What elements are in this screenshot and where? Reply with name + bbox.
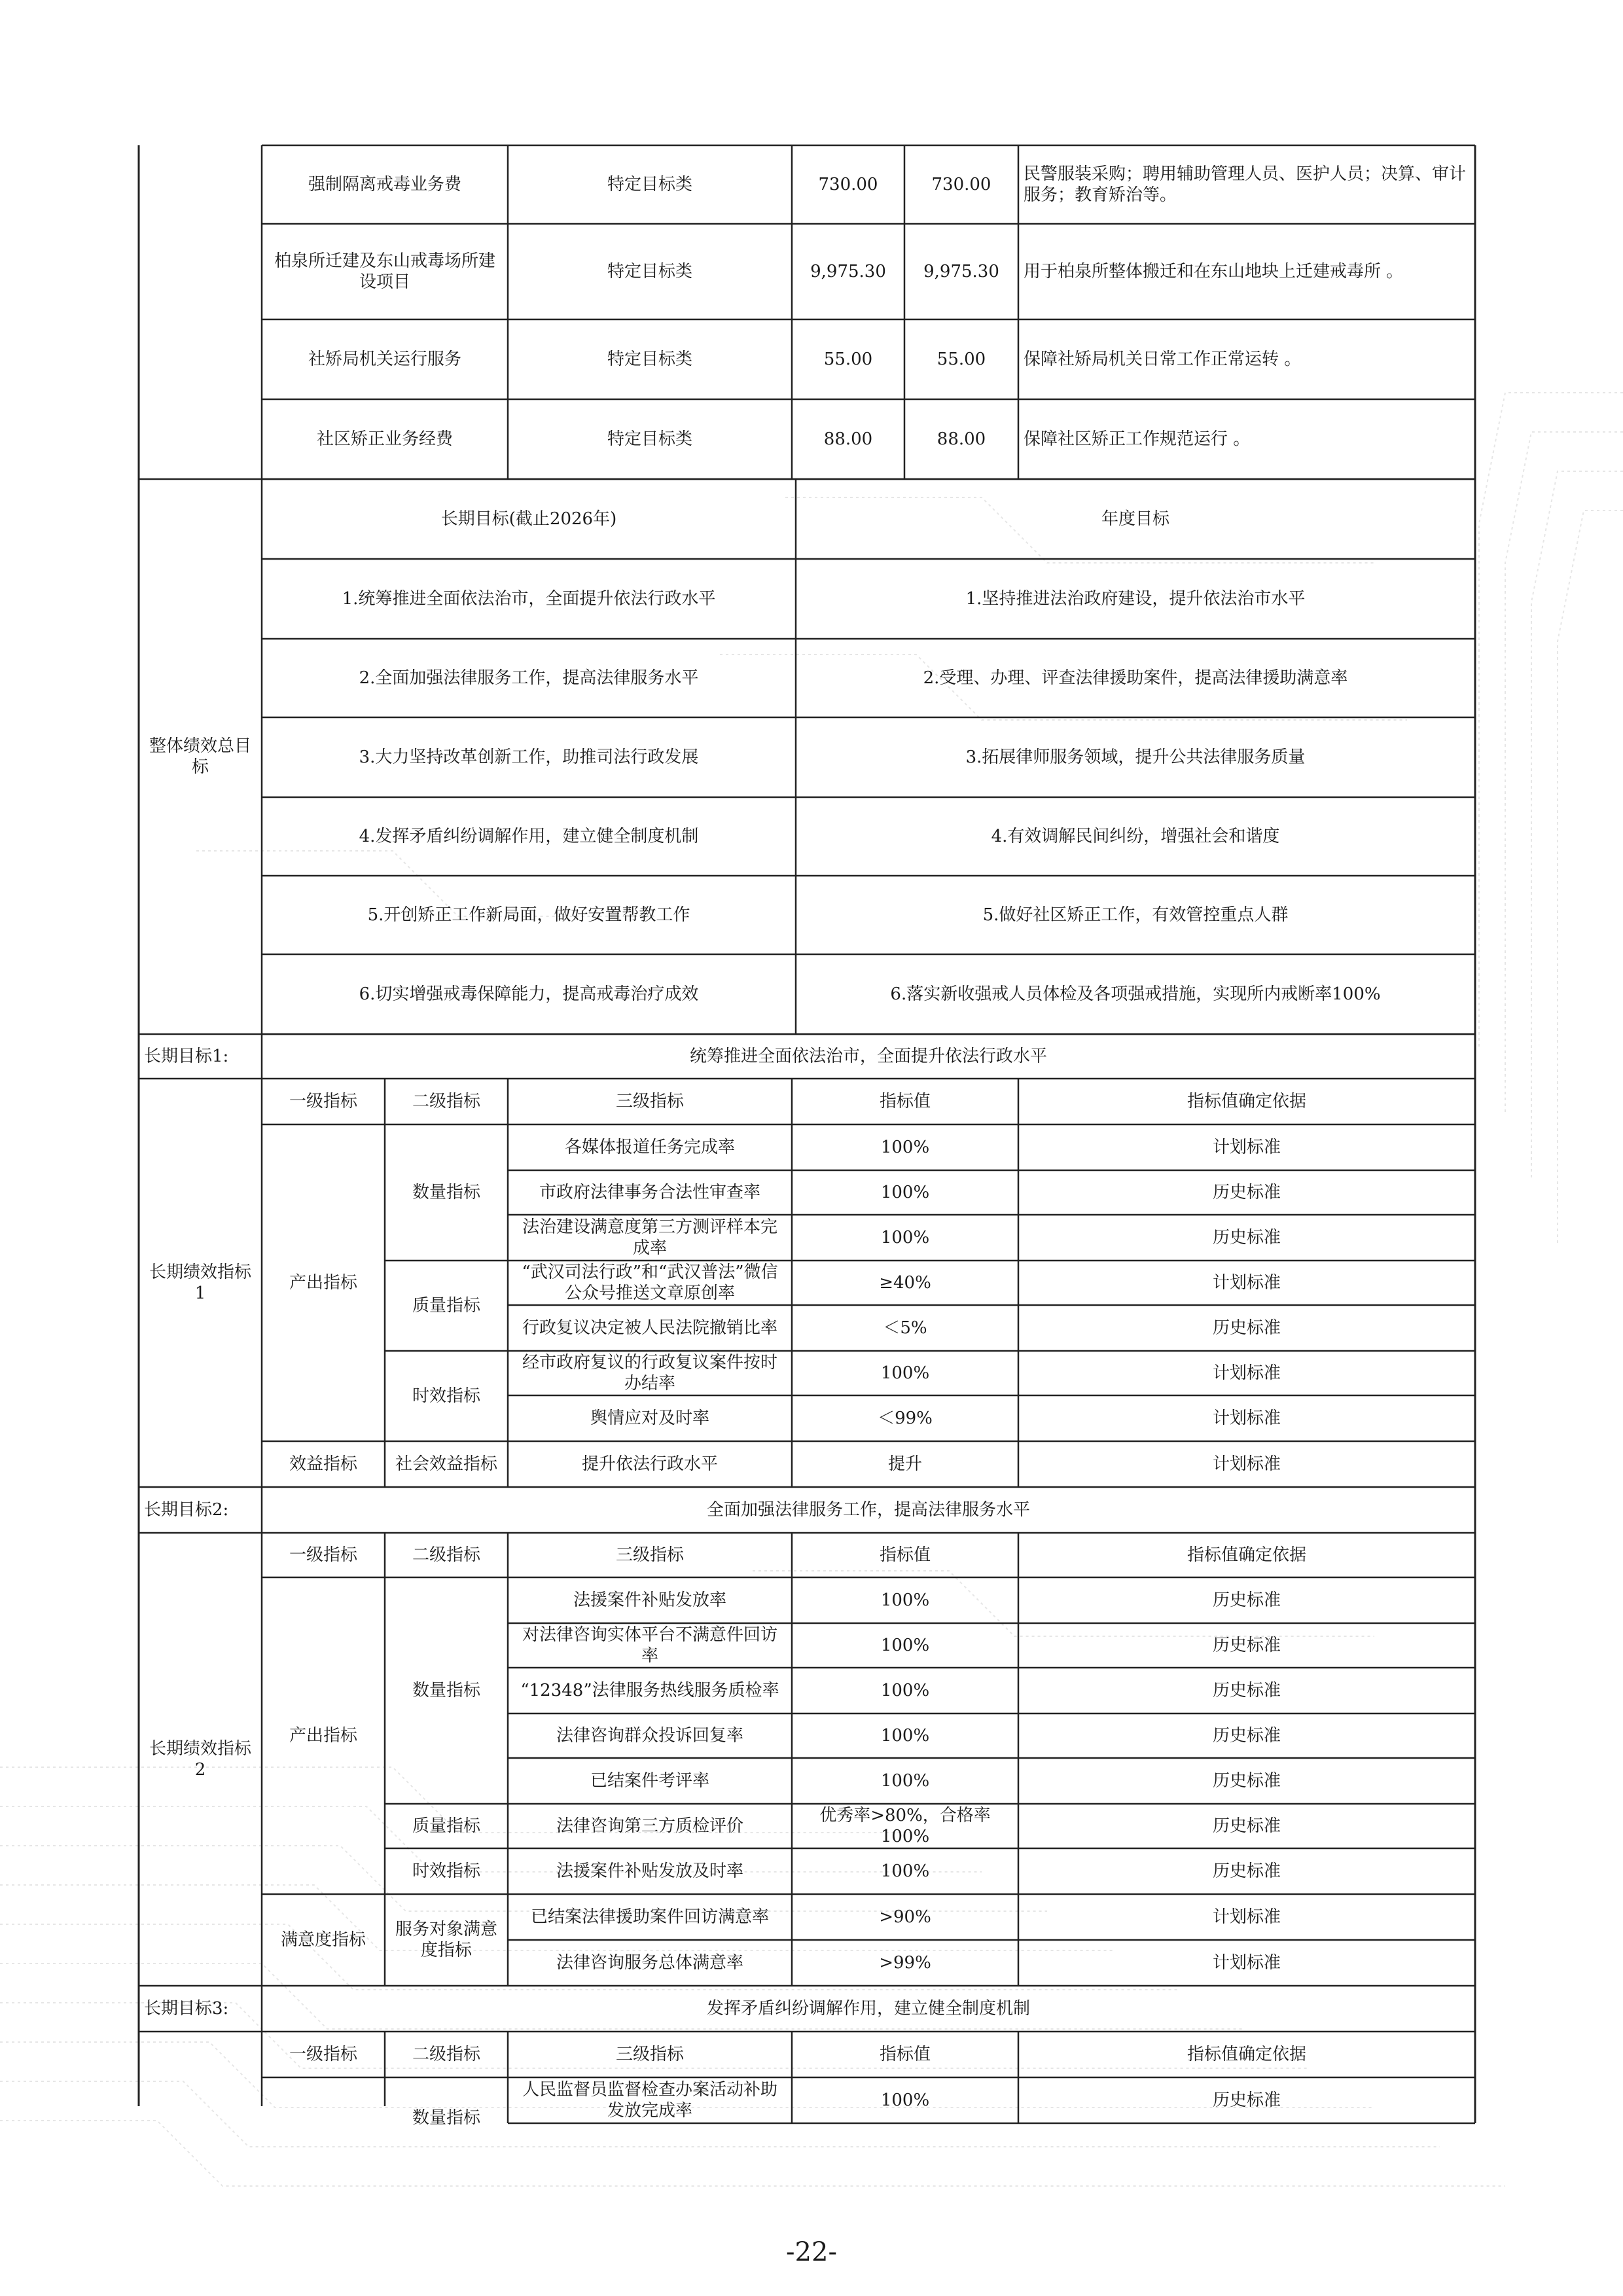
indicator-basis: 历史标准 xyxy=(1212,1636,1281,1655)
indicator-basis: 历史标准 xyxy=(1212,1183,1281,1202)
indicator-value: 100% xyxy=(880,2090,930,2110)
header-value: 指标值 xyxy=(879,2045,931,2064)
indicator-value: >90% xyxy=(879,1907,931,1927)
level3-indicator: 经市政府复议的行政复议案件按时办结率 xyxy=(522,1353,777,1393)
header-basis: 指标值确定依据 xyxy=(1186,2045,1306,2064)
indicator-value: ＜99% xyxy=(878,1408,933,1428)
goal1-label: 长期目标1: xyxy=(144,1047,229,1066)
indicator-value: 100% xyxy=(880,1363,930,1383)
indicator-value: 100% xyxy=(880,1771,930,1791)
indicator-value: 100% xyxy=(880,1183,930,1202)
indicator-basis: 历史标准 xyxy=(1212,2090,1281,2110)
header-basis: 指标值确定依据 xyxy=(1186,1545,1306,1565)
project-amount: 9,975.30 xyxy=(923,262,999,281)
indicator-value: 100% xyxy=(880,1228,930,1247)
goal2-timeliness-indicator: 时效指标 xyxy=(412,1861,480,1881)
header-level3: 三级指标 xyxy=(615,1092,684,1111)
project-description: 用于柏泉所整体搬迁和在东山地块上迁建戒毒所 。 xyxy=(1024,262,1404,281)
project-amount: 730.00 xyxy=(931,175,991,194)
level3-indicator: 法律咨询服务总体满意率 xyxy=(556,1953,743,1973)
level3-indicator: 市政府法律事务合法性审查率 xyxy=(539,1183,760,1202)
goal2-text: 全面加强法律服务工作，提高法律服务水平 xyxy=(706,1500,1030,1520)
project-name: 社区矫正业务经费 xyxy=(316,429,453,449)
project-description: 保障社区矫正工作规范运行 。 xyxy=(1024,429,1251,449)
goal1-output-indicator: 产出指标 xyxy=(289,1273,357,1293)
goal1-group-label: 长期绩效指标1 xyxy=(149,1263,251,1303)
project-type: 特定目标类 xyxy=(607,350,692,369)
header-level2: 二级指标 xyxy=(412,2045,480,2064)
indicator-value: 100% xyxy=(880,1726,930,1746)
project-budget: 88.00 xyxy=(823,429,873,449)
indicator-value: >99% xyxy=(879,1953,931,1973)
long-term-goal: 1.统筹推进全面依法治市，全面提升依法行政水平 xyxy=(342,589,716,609)
indicator-basis: 计划标准 xyxy=(1212,1363,1281,1383)
goal1-quantity-indicator: 数量指标 xyxy=(412,1183,480,1202)
level3-indicator: “武汉司法行政”和“武汉普法”微信公众号推送文章原创率 xyxy=(522,1263,778,1303)
goal1-text: 统筹推进全面依法治市，全面提升依法行政水平 xyxy=(689,1047,1047,1066)
page-number: -22- xyxy=(786,2237,837,2267)
goal2-group-label: 长期绩效指标2 xyxy=(149,1739,251,1780)
level3-indicator: 行政复议决定被人民法院撤销比率 xyxy=(522,1318,777,1338)
level3-indicator: 提升依法行政水平 xyxy=(581,1454,718,1474)
annual-goal: 2.受理、办理、评查法律援助案件，提高法律援助满意率 xyxy=(923,668,1348,688)
indicator-value: 100% xyxy=(880,1590,930,1610)
indicator-basis: 历史标准 xyxy=(1212,1681,1281,1700)
project-name: 强制隔离戒毒业务费 xyxy=(308,175,461,194)
indicator-basis: 历史标准 xyxy=(1212,1861,1281,1881)
project-amount: 55.00 xyxy=(936,350,986,369)
project-type: 特定目标类 xyxy=(607,175,692,194)
project-name: 社矫局机关运行服务 xyxy=(308,350,461,369)
indicator-basis: 计划标准 xyxy=(1212,1907,1281,1927)
header-value: 指标值 xyxy=(879,1092,931,1111)
level3-indicator: 各媒体报道任务完成率 xyxy=(564,1138,735,1157)
header-level1: 一级指标 xyxy=(289,1545,357,1565)
indicator-value: ＜5% xyxy=(883,1318,927,1338)
indicator-value: 100% xyxy=(880,1681,930,1700)
level3-indicator: 人民监督员监督检查办案活动补助发放完成率 xyxy=(522,2080,777,2121)
indicator-basis: 计划标准 xyxy=(1212,1454,1281,1474)
header-value: 指标值 xyxy=(879,1545,931,1565)
indicator-basis: 历史标准 xyxy=(1212,1318,1281,1338)
indicator-basis: 计划标准 xyxy=(1212,1953,1281,1973)
goal3-text: 发挥矛盾纠纷调解作用，建立健全制度机制 xyxy=(706,1999,1030,2018)
level3-indicator: 法援案件补贴发放率 xyxy=(573,1590,726,1610)
indicator-basis: 历史标准 xyxy=(1212,1590,1281,1610)
indicator-value: ≥40% xyxy=(879,1273,931,1293)
project-budget: 730.00 xyxy=(818,175,878,194)
long-term-goal: 4.发挥矛盾纠纷调解作用，建立健全制度机制 xyxy=(359,827,699,846)
annual-goal: 1.坚持推进法治政府建设，提升依法治市水平 xyxy=(965,589,1306,609)
annual-goal: 6.落实新收强戒人员体检及各项强戒措施，实现所内戒断率100% xyxy=(890,984,1381,1004)
goal2-quality-indicator: 质量指标 xyxy=(412,1816,480,1836)
header-basis: 指标值确定依据 xyxy=(1186,1092,1306,1111)
indicator-value: 提升 xyxy=(887,1454,922,1474)
level3-indicator: 已结案法律援助案件回访满意率 xyxy=(530,1907,769,1927)
project-budget: 55.00 xyxy=(823,350,873,369)
indicator-value: 100% xyxy=(880,1861,930,1881)
goal2-quantity-indicator: 数量指标 xyxy=(412,1681,480,1700)
goal1-benefit-indicator: 效益指标 xyxy=(289,1454,357,1474)
annual-header: 年度目标 xyxy=(1101,509,1169,529)
indicator-basis: 历史标准 xyxy=(1212,1816,1281,1836)
goal3-label: 长期目标3: xyxy=(144,1999,229,2018)
indicator-basis: 历史标准 xyxy=(1212,1228,1281,1247)
indicator-value: 优秀率>80%，合格率100% xyxy=(819,1806,991,1846)
indicator-value: 100% xyxy=(880,1636,930,1655)
project-budget: 9,975.30 xyxy=(810,262,886,281)
project-type: 特定目标类 xyxy=(607,262,692,281)
project-amount: 88.00 xyxy=(936,429,986,449)
header-level3: 三级指标 xyxy=(615,2045,684,2064)
goal2-service-satisfaction-indicator: 服务对象满意度指标 xyxy=(395,1920,497,1960)
long-term-goal: 5.开创矫正工作新局面，做好安置帮教工作 xyxy=(367,905,690,925)
header-level2: 二级指标 xyxy=(412,1092,480,1111)
goal2-satisfaction-indicator: 满意度指标 xyxy=(280,1930,366,1950)
goal1-timeliness-indicator: 时效指标 xyxy=(412,1386,480,1406)
annual-goal: 5.做好社区矫正工作，有效管控重点人群 xyxy=(982,905,1289,925)
level3-indicator: 舆情应对及时率 xyxy=(590,1408,709,1428)
indicator-basis: 历史标准 xyxy=(1212,1771,1281,1791)
goal1-social-indicator: 社会效益指标 xyxy=(395,1454,497,1474)
level3-indicator: 法律咨询群众投诉回复率 xyxy=(556,1726,743,1746)
long-term-goal: 3.大力坚持改革创新工作，助推司法行政发展 xyxy=(359,747,699,767)
header-level3: 三级指标 xyxy=(615,1545,684,1565)
goal2-label: 长期目标2: xyxy=(144,1500,229,1520)
goal3-quantity-indicator: 数量指标 xyxy=(412,2108,480,2128)
long-term-goal: 2.全面加强法律服务工作，提高法律服务水平 xyxy=(359,668,699,688)
overall-goal-label: 整体绩效总目标 xyxy=(149,736,251,777)
indicator-basis: 计划标准 xyxy=(1212,1408,1281,1428)
project-name: 柏泉所迁建及东山戒毒场所建设项目 xyxy=(274,251,495,292)
long-term-header: 长期目标(截止2026年) xyxy=(440,509,617,529)
annual-goal: 3.拓展律师服务领域，提升公共法律服务质量 xyxy=(965,747,1306,767)
level3-indicator: “12348”法律服务热线服务质检率 xyxy=(520,1681,779,1700)
project-description: 保障社矫局机关日常工作正常运转 。 xyxy=(1024,350,1302,369)
project-type: 特定目标类 xyxy=(607,429,692,449)
level3-indicator: 法援案件补贴发放及时率 xyxy=(556,1861,743,1881)
level3-indicator: 已结案件考评率 xyxy=(590,1771,709,1791)
level3-indicator: 法治建设满意度第三方测评样本完成率 xyxy=(522,1217,777,1258)
header-level1: 一级指标 xyxy=(289,1092,357,1111)
level3-indicator: 法律咨询第三方质检评价 xyxy=(556,1816,743,1836)
indicator-value: 100% xyxy=(880,1138,930,1157)
indicator-basis: 计划标准 xyxy=(1212,1138,1281,1157)
annual-goal: 4.有效调解民间纠纷，增强社会和谐度 xyxy=(991,827,1280,846)
level3-indicator: 对法律咨询实体平台不满意件回访率 xyxy=(522,1625,777,1666)
goal1-quality-indicator: 质量指标 xyxy=(412,1296,480,1316)
project-description: 民警服装采购；聘用辅助管理人员、医护人员；决算、审计服务；教育矫治等。 xyxy=(1024,164,1467,205)
goal2-output-indicator: 产出指标 xyxy=(289,1726,357,1746)
indicator-basis: 计划标准 xyxy=(1212,1273,1281,1293)
indicator-basis: 历史标准 xyxy=(1212,1726,1281,1746)
header-level2: 二级指标 xyxy=(412,1545,480,1565)
long-term-goal: 6.切实增强戒毒保障能力，提高戒毒治疗成效 xyxy=(359,984,699,1004)
header-level1: 一级指标 xyxy=(289,2045,357,2064)
